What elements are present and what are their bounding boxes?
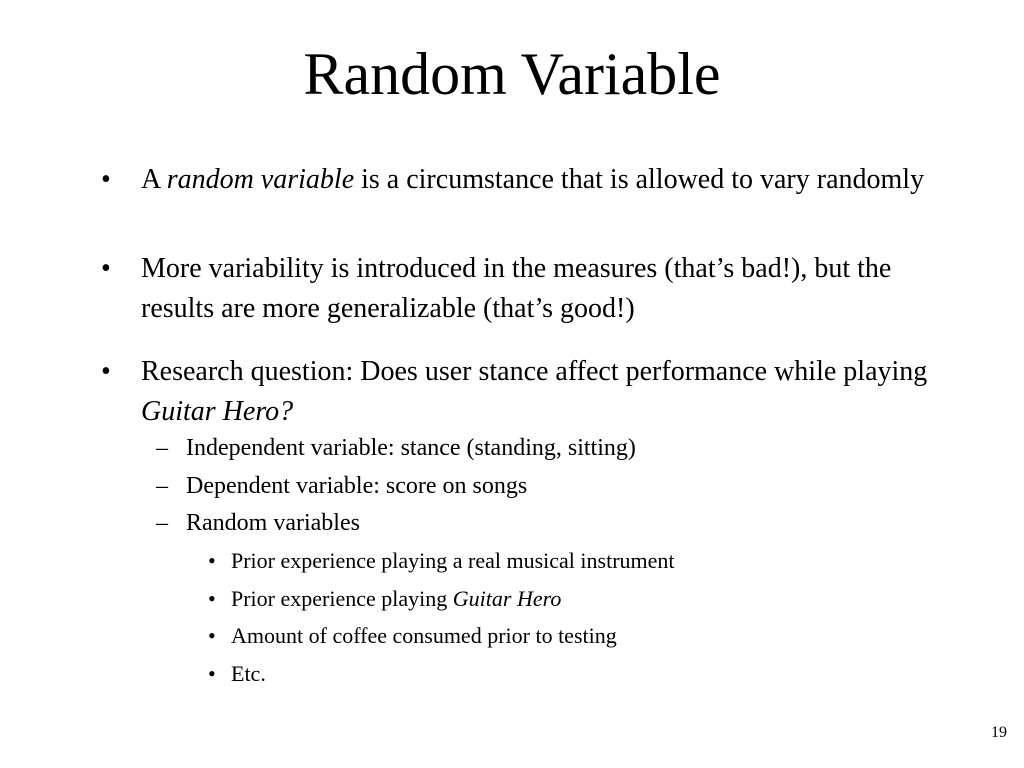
text-segment: Prior experience playing — [231, 586, 453, 611]
dash-icon: – — [156, 510, 168, 536]
sub-item-text: Independent variable: stance (standing, sitting) — [186, 435, 636, 461]
random-variable-text: Prior experience playing a real musical instrument — [231, 548, 675, 573]
sub-item-dependent-variable — [156, 470, 956, 502]
bullet-icon: • — [101, 356, 111, 387]
text-segment: Research question: Does user stance affect performance while playing — [141, 356, 928, 387]
sub-item-random-variables — [156, 507, 956, 539]
bullet-text — [141, 352, 971, 432]
bullet-icon: • — [101, 164, 111, 195]
random-variable-text — [231, 584, 968, 614]
sub-item-text: Random variables — [186, 510, 360, 536]
emphasis-text: random variable — [166, 164, 355, 195]
bullet-research-question — [101, 352, 971, 432]
bullet-text: More variability is introduced in the measures (that’s bad!), but the results are more generalizable (that’s good!) — [141, 253, 892, 324]
emphasis-text: Guitar Hero? — [141, 396, 294, 427]
bullet-text — [141, 160, 971, 200]
bullet-icon: • — [208, 548, 216, 573]
random-variable-text: Etc. — [231, 661, 266, 686]
text-segment: is a circumstance that is allowed to vary randomly — [354, 164, 925, 195]
bullet-icon: • — [208, 661, 216, 686]
random-variable-item — [208, 621, 968, 651]
bullet-icon: • — [101, 253, 111, 284]
bullet-icon: • — [208, 623, 216, 648]
random-variable-item — [208, 546, 968, 576]
random-variable-item — [208, 584, 968, 614]
dash-icon: – — [156, 435, 168, 461]
dash-icon: – — [156, 473, 168, 499]
random-variable-text: Amount of coffee consumed prior to testing — [231, 623, 617, 648]
page-number: 19 — [991, 724, 1007, 741]
bullet-random-variable-definition — [101, 160, 971, 200]
bullet-icon: • — [208, 586, 216, 611]
text-segment: A — [141, 164, 167, 195]
sub-item-text: Dependent variable: score on songs — [186, 473, 528, 499]
emphasis-text: Guitar Hero — [452, 586, 562, 611]
bullet-variability — [101, 249, 971, 329]
sub-item-independent-variable — [156, 432, 956, 464]
slide-title: Random Variable — [303, 41, 721, 107]
random-variable-item — [208, 659, 968, 689]
